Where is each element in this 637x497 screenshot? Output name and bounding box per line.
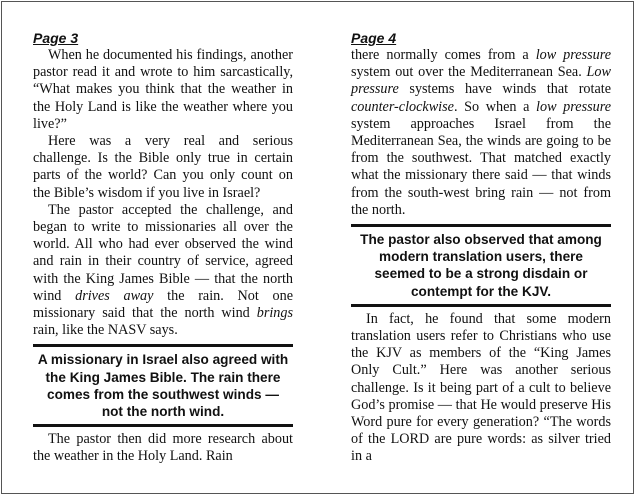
document-page — [1, 1, 634, 494]
paragraph: Here was a very real and serious challenge. Is the Bible only true in certain parts of the world? Can you only count on the Bible’s wisdom if you live in Israel? — [33, 133, 293, 201]
paragraph: there normally comes from a low pressure system out over the Mediterranean Sea. Low pressure systems have winds that rotate counter-clockwise. So when a low pressure system approaches Israel from the Mediterranean Sea, the winds are going to be from the southwest. That matched exactly what the missionary there said — that winds from the south-west bring rain — not from the north. — [351, 47, 611, 218]
page-number-label: Page 4 — [351, 30, 397, 46]
pull-quote: A missionary in Israel also agreed with the King James Bible. The rain there comes from the southwest winds — not the north wind. — [33, 344, 293, 427]
paragraph: In fact, he found that some modern translation users refer to Christians who use the KJV as members of the “King James Only Cult.” Here was another serious challenge. Is it being part of a cult to believe God’s promise — that He would preserve His Word pure for every generation? “The words of the LORD are pure words: as silver tried in a — [351, 310, 611, 465]
paragraph: The pastor accepted the challenge, and began to write to missionaries all over the world. All who had ever observed the wind and rain in their country of service, agreed with the King James Bible — that the north wind drives away the rain. Not one missionary said that the north wind brings rain, like the NASV says. — [33, 201, 294, 339]
paragraph: When he documented his findings, another pastor read it and wrote to him sarcastically, “What makes you think that the weather in the Holy Land is like the weather where you live?” — [33, 47, 293, 132]
right-page-column — [351, 30, 611, 466]
page-number-label: Page 3 — [33, 30, 79, 46]
paragraph: The pastor then did more research about the weather in the Holy Land. Rain — [33, 431, 293, 465]
pull-quote: The pastor also observed that among modern translation users, there seemed to be a strong disdain or contempt for the KJV. — [351, 224, 611, 307]
left-page-column — [33, 30, 293, 466]
